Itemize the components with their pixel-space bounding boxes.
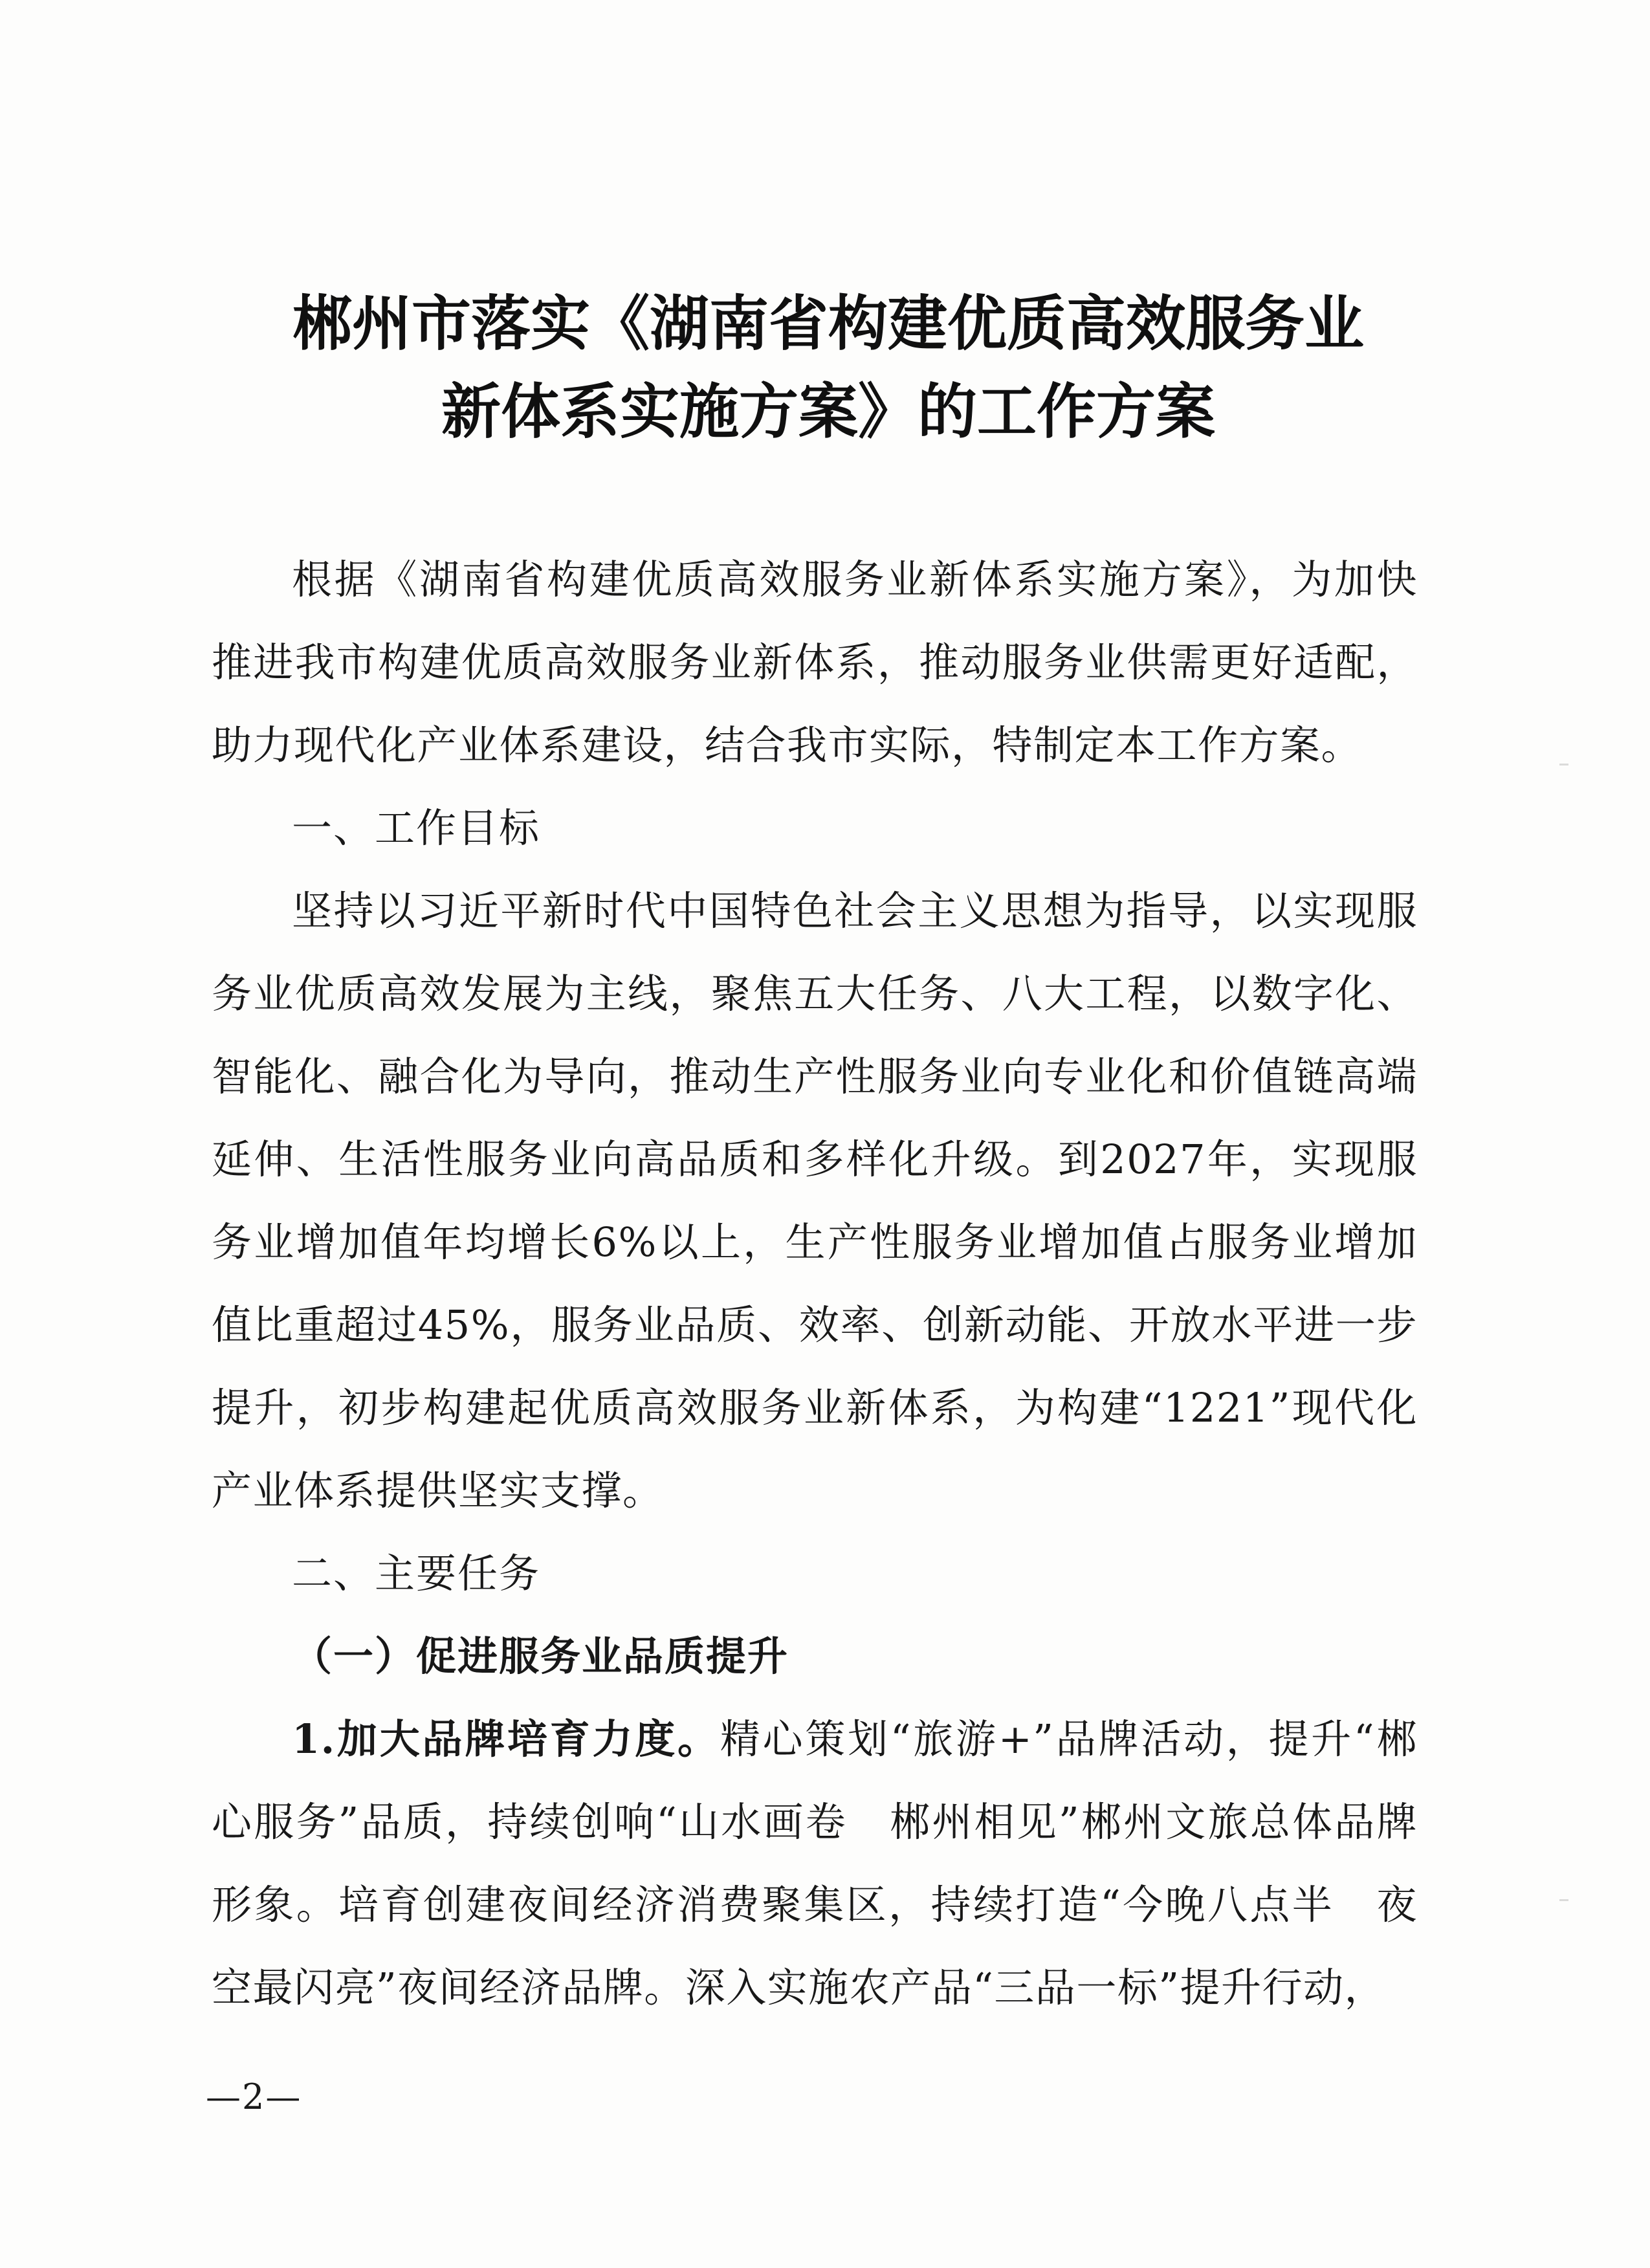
- task-item-1-text: 精心策划“旅游+”品牌活动，提升“郴心服务”品质，持续创响“山水画卷 郴州相见”郴州文旅总体品牌形象。培育创建夜间经济消费聚集区，持续打造“今晚八点半 夜空最闪亮”夜间经济品牌。深入实施农产品“三品一标”提升行动，: [212, 1715, 1418, 2011]
- section-heading-tasks: 二、主要任务: [292, 1550, 541, 1597]
- title-line-1: 郴州市落实《湖南省构建优质高效服务业: [292, 289, 1364, 358]
- intro-paragraph: 根据《湖南省构建优质高效服务业新体系实施方案》，为加快推进我市构建优质高效服务业新体系，推动服务业供需更好适配，助力现代化产业体系建设，结合我市实际，特制定本工作方案。: [212, 556, 1418, 769]
- section-heading-goals: 一、工作目标: [292, 804, 541, 852]
- document-body: [212, 538, 1418, 2029]
- task-item-1-lead: 1.加大品牌培育力度。: [292, 1715, 720, 1763]
- task-item-1: [212, 1698, 1418, 2029]
- subsection-heading-quality: （一）促进服务业品质提升: [292, 1633, 789, 1680]
- goals-paragraph: 坚持以习近平新时代中国特色社会主义思想为指导，以实现服务业优质高效发展为主线，聚焦五大任务、八大工程，以数字化、智能化、融合化为导向，推动生产性服务业向专业化和价值链高端延伸、生活性服务业向高品质和多样化升级。到2027年，实现服务业增加值年均增长6%以上，生产性服务业增加值占服务业增加值比重超过45%，服务业品质、效率、创新动能、开放水平进一步提升，初步构建起优质高效服务业新体系，为构建“1221”现代化产业体系提供坚实支撑。: [212, 887, 1418, 1514]
- scan-mark-right-1: [1559, 764, 1568, 765]
- page-number: —2—: [206, 2076, 302, 2117]
- title-line-2: 新体系实施方案》的工作方案: [441, 377, 1215, 446]
- document-title: [194, 280, 1462, 456]
- scan-mark-right-2: [1559, 1899, 1568, 1901]
